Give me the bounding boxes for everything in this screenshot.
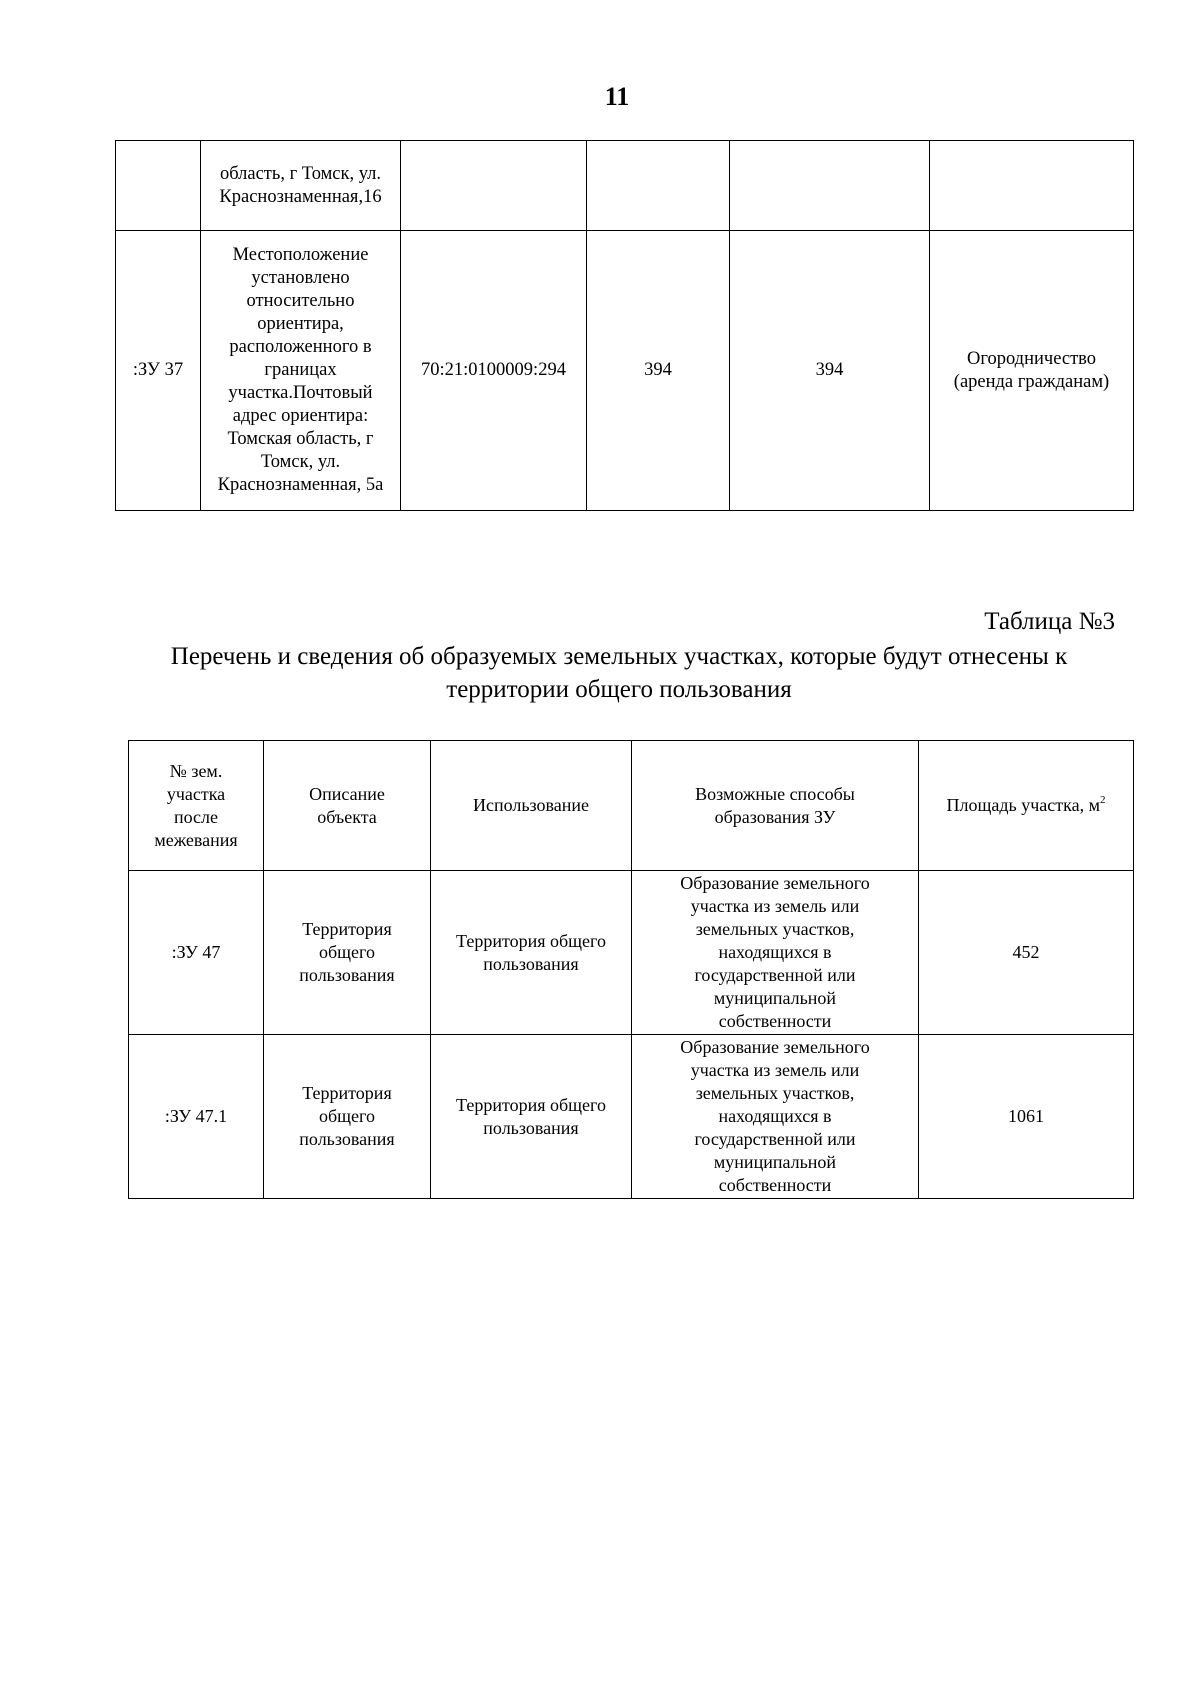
header-text: Площадь участка, м bbox=[946, 795, 1100, 815]
cell-text: Территория общего пользования bbox=[456, 1094, 606, 1138]
usage-text: Огородничество (аренда гражданам) bbox=[953, 348, 1110, 392]
header-formation-methods bbox=[632, 741, 919, 871]
cadastral-number-cell bbox=[401, 141, 587, 231]
header-description bbox=[264, 741, 431, 871]
superscript: 2 bbox=[1099, 794, 1106, 806]
usage-cell bbox=[930, 231, 1134, 511]
location-text: Местоположение установлено относительно ориентира, расположенного в границах участка.Почтовый адрес ориентира: Томская область, г Томск, ул. Краснознаменная, 5а bbox=[217, 245, 384, 495]
parcel-number-cell: :ЗУ 47 bbox=[129, 871, 264, 1035]
cell-text: Образование земельного участка из земель или земельных участков, находящихся в государственной или муниципальной собственности bbox=[680, 873, 870, 1031]
header-area bbox=[919, 741, 1134, 871]
cell-text: Образование земельного участка из земель или земельных участков, находящихся в государственной или муниципальной собственности bbox=[680, 1037, 870, 1195]
header-parcel-number bbox=[129, 741, 264, 871]
area-cell bbox=[587, 141, 730, 231]
parcel-number-cell: :ЗУ 47.1 bbox=[129, 1035, 264, 1199]
header-text: № зем. участка после межевания bbox=[154, 760, 238, 850]
area-cell: 394 bbox=[730, 231, 930, 511]
table-title: Перечень и сведения об образуемых земельных участках, которые будут отнесены к территории общего пользования bbox=[170, 643, 1068, 703]
table-header-row bbox=[129, 741, 1134, 871]
description-cell bbox=[264, 871, 431, 1035]
cadastral-number-cell: 70:21:0100009:294 bbox=[401, 231, 587, 511]
location-cell bbox=[201, 141, 401, 231]
usage-cell bbox=[431, 871, 632, 1035]
location-cell bbox=[201, 231, 401, 511]
public-land-parcels-table bbox=[128, 740, 1134, 1199]
page-number: 11 bbox=[604, 82, 630, 111]
usage-cell bbox=[431, 1035, 632, 1199]
table-row bbox=[116, 141, 1134, 231]
table-row bbox=[129, 871, 1134, 1035]
area-cell: 1061 bbox=[919, 1035, 1134, 1199]
description-cell bbox=[264, 1035, 431, 1199]
formation-method-cell bbox=[632, 871, 919, 1035]
table-row bbox=[129, 1035, 1134, 1199]
cell-text: Территория общего пользования bbox=[456, 930, 606, 974]
parcels-table-continued bbox=[115, 140, 1134, 511]
header-usage: Использование bbox=[431, 741, 632, 871]
parcel-number-cell bbox=[116, 141, 201, 231]
header-text: Возможные способы образования ЗУ bbox=[695, 783, 855, 827]
formation-method-cell bbox=[632, 1035, 919, 1199]
header-text: Описание объекта bbox=[309, 783, 385, 827]
table-row bbox=[116, 231, 1134, 511]
location-text: область, г Томск, ул. Краснознаменная,16 bbox=[219, 163, 382, 207]
usage-cell bbox=[930, 141, 1134, 231]
parcel-number-cell: :ЗУ 37 bbox=[116, 231, 201, 511]
table-label: Таблица №3 bbox=[984, 608, 1115, 635]
cell-text: Территория общего пользования bbox=[299, 919, 395, 985]
area-cell: 394 bbox=[587, 231, 730, 511]
area-cell: 452 bbox=[919, 871, 1134, 1035]
area-cell bbox=[730, 141, 930, 231]
cell-text: Территория общего пользования bbox=[299, 1083, 395, 1149]
